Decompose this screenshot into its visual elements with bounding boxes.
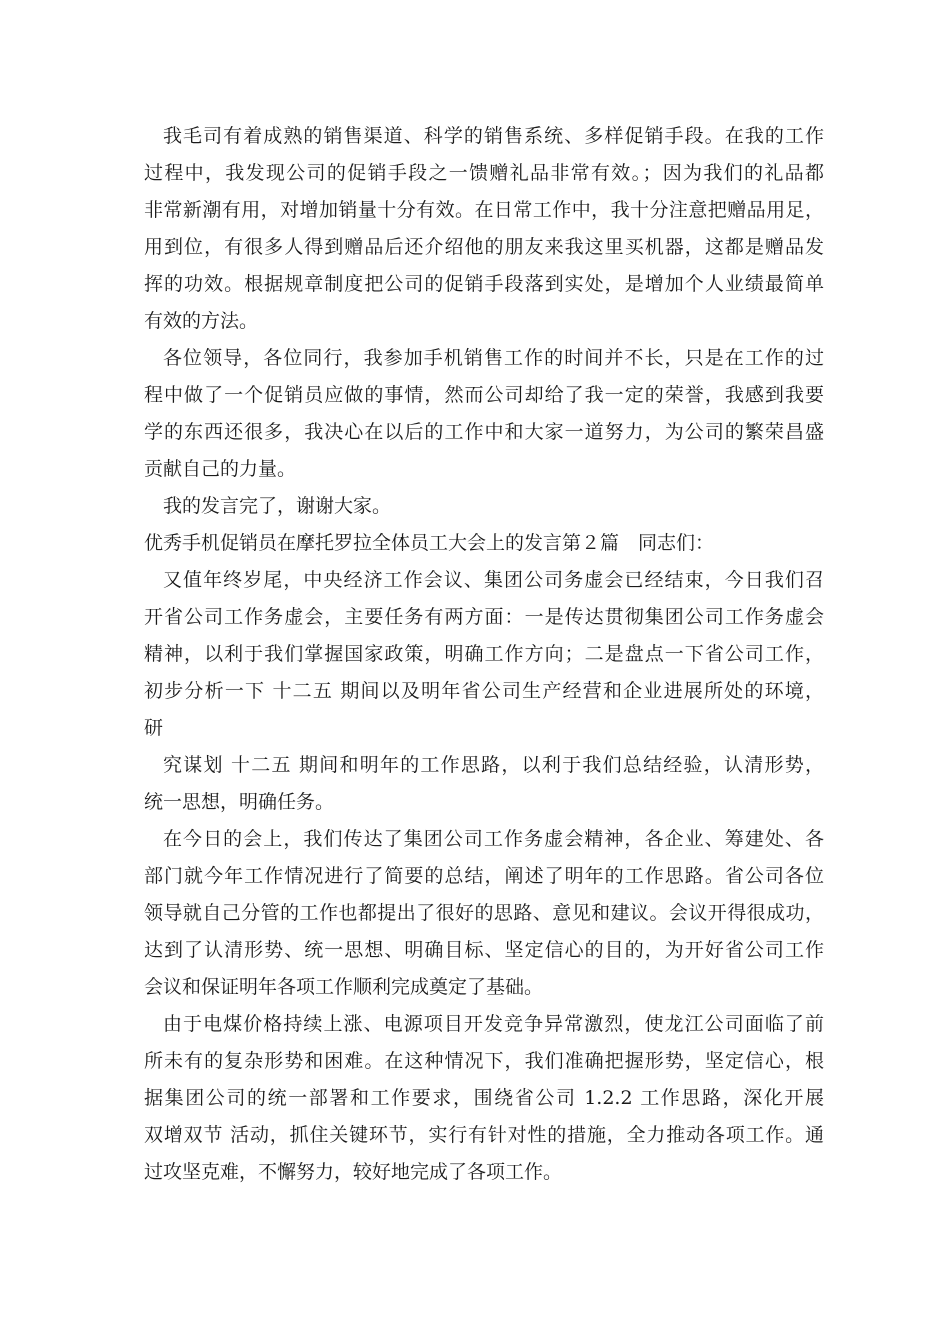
- text-line: 究谋划 十二五 期间和明年的工作思路，以利于我们总结经验，认清形势，: [163, 754, 824, 776]
- text-line: 过攻坚克难，不懈努力，较好地完成了各项工作。: [144, 1161, 563, 1183]
- text-line: 挥的功效。根据规章制度把公司的促销手段落到实处，是增加个人业绩最简单: [144, 273, 824, 295]
- text-line: 会议和保证明年各项工作顺利完成奠定了基础。: [144, 976, 544, 998]
- text-line: 非常新潮有用，对增加销量十分有效。在日常工作中，我十分注意把赠品用足，: [144, 199, 824, 221]
- text-line: 达到了认清形势、统一思想、明确目标、坚定信心的目的，为开好省公司工作: [144, 939, 824, 961]
- text-line: 过程中，我发现公司的促销手段之一馈赠礼品非常有效。；因为我们的礼品都: [144, 162, 824, 184]
- text-line: 据集团公司的统一部署和工作要求，围绕省公司 1.2.2 工作思路，深化开展: [144, 1087, 824, 1109]
- text-line: 在今日的会上，我们传达了集团公司工作务虚会精神，各企业、筹建处、各: [163, 828, 824, 850]
- text-line: 开省公司工作务虚会，主要任务有两方面：一是传达贯彻集团公司工作务虚会: [144, 606, 824, 628]
- text-line: 统一思想，明确任务。: [144, 791, 335, 813]
- text-line: 又值年终岁尾，中央经济工作会议、集团公司务虚会已经结束，今日我们召: [163, 569, 824, 591]
- text-line: 所未有的复杂形势和困难。在这种情况下，我们准确把握形势，坚定信心，根: [144, 1050, 824, 1072]
- text-line: 用到位，有很多人得到赠品后还介绍他的朋友来我这里买机器，这都是赠品发: [144, 236, 824, 258]
- text-line: 精神，以利于我们掌握国家政策，明确工作方向；二是盘点一下省公司工作，: [144, 643, 824, 665]
- text-line: 领导就自己分管的工作也都提出了很好的思路、意见和建议。会议开得很成功，: [144, 902, 824, 924]
- text-line: 研: [144, 717, 164, 739]
- text-line: 有效的方法。: [144, 310, 259, 332]
- text-line: 各位领导，各位同行，我参加手机销售工作的时间并不长，只是在工作的过: [163, 347, 824, 369]
- text-line: 初步分析一下 十二五 期间以及明年省公司生产经营和企业进展所处的环境，: [144, 680, 824, 702]
- text-line: 部门就今年工作情况进行了简要的总结，阐述了明年的工作思路。省公司各位: [144, 865, 824, 887]
- text-line: 贡献自己的力量。: [144, 458, 297, 480]
- text-line: 程中做了一个促销员应做的事情，然而公司却给了我一定的荣誉，我感到我要: [144, 384, 824, 406]
- text-line: 我的发言完了，谢谢大家。: [163, 495, 392, 517]
- text-line: 由于电煤价格持续上涨、电源项目开发竞争异常激烈，使龙江公司面临了前: [163, 1013, 824, 1035]
- text-line: 双增双节 活动，抓住关键环节，实行有针对性的措施，全力推动各项工作。通: [144, 1124, 824, 1146]
- text-line: 学的东西还很多，我决心在以后的工作中和大家一道努力，为公司的繁荣昌盛: [144, 421, 824, 443]
- section-heading: 优秀手机促销员在摩托罗拉全体员工大会上的发言第２篇 同志们：: [144, 532, 715, 554]
- text-line: 我毛司有着成熟的销售渠道、科学的销售系统、多样促销手段。在我的工作: [163, 125, 824, 147]
